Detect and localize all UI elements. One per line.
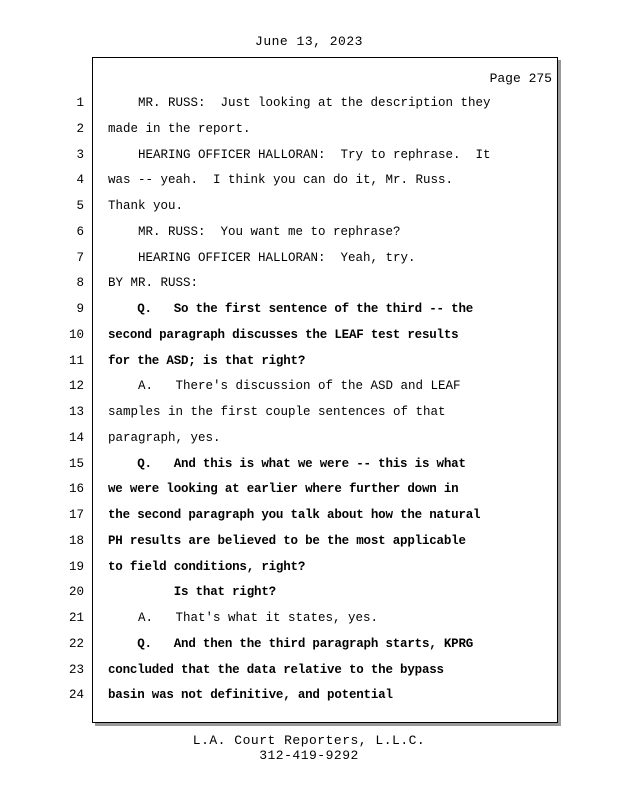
line-number: 20 [68, 585, 84, 600]
transcript-line [0, 532, 618, 558]
line-number: 18 [68, 533, 84, 548]
line-number: 19 [68, 559, 84, 574]
line-text: Q. And this is what we were -- this is what [108, 456, 466, 471]
footer-phone: 312-419-9292 [259, 748, 359, 763]
transcript-line [0, 661, 618, 687]
line-number: 9 [76, 302, 84, 316]
footer-company: L.A. Court Reporters, L.L.C. [192, 733, 426, 748]
line-text: Is that right? [108, 585, 276, 600]
transcript-line [0, 377, 618, 403]
line-text: paragraph, yes. [108, 430, 221, 445]
transcript-line [0, 171, 618, 197]
line-number: 10 [68, 327, 84, 342]
line-text: HEARING OFFICER HALLORAN: Try to rephrase. It [108, 147, 491, 162]
line-number: 3 [76, 147, 84, 162]
line-text: Q. So the first sentence of the third -- the [108, 302, 474, 316]
line-text: second paragraph discusses the LEAF test results [108, 327, 459, 342]
line-number: 1 [76, 96, 84, 110]
line-number: 5 [76, 199, 84, 213]
header-date: June 13, 2023 [255, 34, 363, 49]
line-number: 4 [76, 173, 84, 188]
line-number: 12 [68, 379, 84, 394]
transcript-line [0, 120, 618, 146]
footer [0, 733, 618, 763]
line-number: 15 [68, 456, 84, 471]
transcript-line [0, 197, 618, 223]
transcript-line [0, 686, 618, 712]
line-text: MR. RUSS: You want me to rephrase? [108, 224, 401, 239]
transcript-line [0, 223, 618, 249]
transcript-line [0, 480, 618, 506]
transcript-line [0, 300, 618, 326]
line-number: 22 [68, 636, 84, 651]
line-number: 7 [76, 250, 84, 265]
line-number: 24 [68, 688, 84, 703]
line-text: PH results are believed to be the most applicable [108, 533, 466, 548]
line-text: HEARING OFFICER HALLORAN: Yeah, try. [108, 250, 416, 265]
transcript-line [0, 94, 618, 120]
line-text: A. There's discussion of the ASD and LEAF [108, 379, 461, 394]
line-text: A. That's what it states, yes. [108, 611, 379, 625]
transcript-line [0, 455, 618, 481]
line-text: BY MR. RUSS: [108, 276, 199, 291]
line-text: for the ASD; is that right? [108, 353, 306, 368]
transcript-line [0, 635, 618, 661]
line-text: the second paragraph you talk about how the natural [108, 508, 481, 522]
transcript-line [0, 326, 618, 352]
transcript-line [0, 583, 618, 609]
line-number: 6 [76, 224, 84, 239]
transcript-line [0, 146, 618, 172]
line-text: Q. And then the third paragraph starts, KPRG [108, 636, 474, 651]
page-number: Page 275 [489, 71, 552, 86]
line-number: 23 [68, 662, 84, 677]
line-text: to field conditions, right? [108, 559, 306, 574]
line-text: made in the report. [108, 121, 251, 136]
transcript-line [0, 249, 618, 275]
transcript-line [0, 274, 618, 300]
line-number: 13 [68, 405, 84, 419]
line-number: 8 [76, 276, 84, 291]
line-text: MR. RUSS: Just looking at the description they [108, 96, 491, 110]
line-text: basin was not definitive, and potential [108, 688, 393, 703]
line-text: samples in the first couple sentences of that [108, 405, 446, 419]
line-text: was -- yeah. I think you can do it, Mr. Russ. [108, 173, 454, 188]
line-text: Thank you. [108, 199, 184, 213]
line-number: 14 [68, 430, 84, 445]
transcript-line [0, 352, 618, 378]
transcript-line [0, 558, 618, 584]
transcript-line [0, 609, 618, 635]
line-number: 2 [76, 121, 84, 136]
line-number: 11 [68, 353, 84, 368]
line-text: we were looking at earlier where further down in [108, 482, 459, 497]
transcript-line [0, 506, 618, 532]
line-number: 17 [68, 508, 84, 522]
line-number: 16 [68, 482, 84, 497]
transcript-line [0, 429, 618, 455]
line-text: concluded that the data relative to the bypass [108, 662, 444, 677]
line-number: 21 [68, 611, 84, 625]
transcript-line [0, 403, 618, 429]
